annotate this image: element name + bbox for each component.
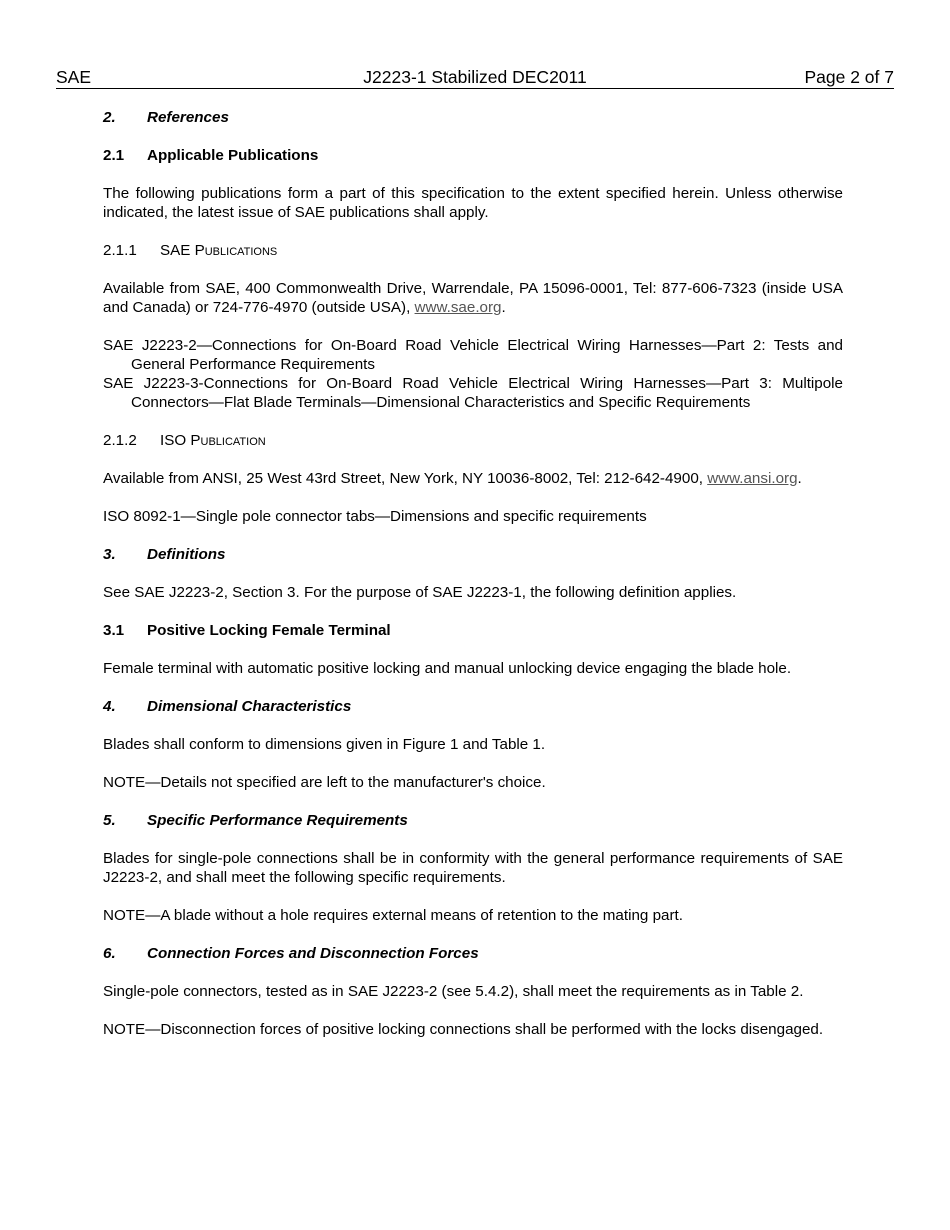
section-4-heading: 4. Dimensional Characteristics [103, 698, 352, 715]
section-5-note: NOTE—A blade without a hole requires external means of retention to the mating part. [103, 907, 683, 924]
section-6-heading: 6. Connection Forces and Disconnection Forces [103, 945, 479, 962]
header-document-id: J2223-1 Stabilized DEC2011 [363, 67, 587, 87]
section-3-1-text: Female terminal with automatic positive locking and manual unlocking device engaging the blade hole. [103, 660, 792, 677]
section-2-1-2-text: Available from ANSI, 25 West 43rd Street, New York, NY 10036-8002, Tel: 212-642-4900, www.ansi.org. [103, 470, 802, 487]
section-6-text: Single-pole connectors, tested as in SAE J2223-2 (see 5.4.2), shall meet the requirements as in Table 2. [103, 983, 804, 1000]
header-page-number: Page 2 of 7 [804, 67, 894, 87]
section-2-1-2-heading: 2.1.2 ISO Publication [103, 432, 266, 449]
section-4-text: Blades shall conform to dimensions given in Figure 1 and Table 1. [103, 736, 546, 753]
section-6-note: NOTE—Disconnection forces of positive locking connections shall be performed with the locks disengaged. [103, 1021, 824, 1038]
section-2-heading: 2. References [103, 109, 229, 126]
section-2-1-1-text: Available from SAE, 400 Commonwealth Drive, Warrendale, PA 15096-0001, Tel: 877-606-7323 (inside USA and Canada) or 724-776-4970 (outside USA), www.sae.org. [103, 280, 843, 316]
section-5-heading: 5. Specific Performance Requirements [103, 812, 408, 829]
page-header [56, 66, 894, 89]
section-3-1-heading: 3.1 Positive Locking Female Terminal [103, 622, 391, 639]
section-2-1-heading: 2.1 Applicable Publications [103, 147, 319, 164]
reference-sae-j2223-2: SAE J2223-2—Connections for On-Board Road Vehicle Electrical Wiring Harnesses—Part 2: Tests and General Performance Requirements [103, 337, 843, 373]
sae-website-link[interactable]: www.sae.org [414, 299, 502, 316]
header-org: SAE [56, 67, 92, 87]
document-body [103, 108, 843, 1039]
reference-sae-j2223-3: SAE J2223-3-Connections for On-Board Road Vehicle Electrical Wiring Harnesses—Part 3: Multipole Connectors—Flat Blade Terminals—Dimensional Characteristics and Specific Requirements [103, 375, 843, 411]
section-4-note: NOTE—Details not specified are left to the manufacturer's choice. [103, 774, 546, 791]
section-2-1-1-heading: 2.1.1 SAE Publications [103, 242, 278, 259]
ansi-website-link[interactable]: www.ansi.org [707, 470, 798, 487]
section-3-heading: 3. Definitions [103, 546, 226, 563]
section-2-1-text: The following publications form a part of this specification to the extent specified herein. Unless otherwise indicated, the latest issue of SAE publications shall apply. [103, 185, 843, 221]
section-3-text: See SAE J2223-2, Section 3. For the purpose of SAE J2223-1, the following definition applies. [103, 584, 737, 601]
reference-iso-8092-1: ISO 8092-1—Single pole connector tabs—Dimensions and specific requirements [103, 508, 647, 525]
section-5-text: Blades for single-pole connections shall be in conformity with the general performance requirements of SAE J2223-2, and shall meet the following specific requirements. [103, 850, 843, 886]
